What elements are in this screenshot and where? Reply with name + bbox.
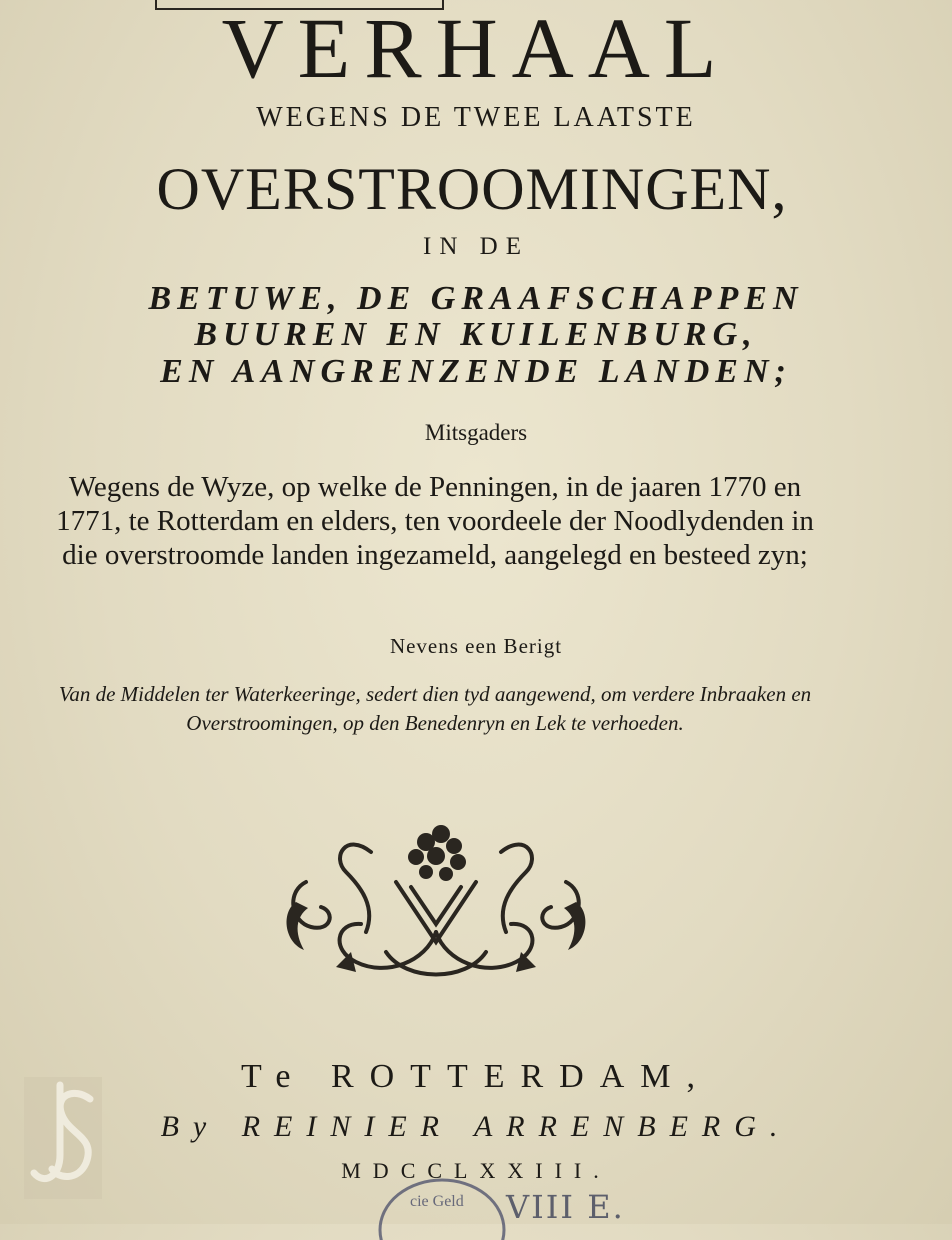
imprint-publisher: By REINIER ARRENBERG. <box>160 1110 792 1143</box>
title-verhaal: VERHAAL <box>221 0 731 96</box>
stamp-text: cie Geld <box>410 1193 464 1210</box>
subtitle-paragraph-waterkeeringe: Van de Middelen ter Waterkeeringe, sedert dien tyd aangewend, om verdere Inbraaken en Overstroomingen, op den Benedenryn en Lek te verhoeden. <box>58 682 812 735</box>
title-aangrenzende-line: EN AANGRENZENDE LANDEN; <box>160 353 792 390</box>
handwriting-text: VIII E. <box>506 1188 625 1226</box>
subtitle-paragraph-penningen: Wegens de Wyze, op welke de Penningen, in de jaaren 1770 en 1771, te Rotterdam en elders, ten voordeele der Noodlydenden in die overstroomde landen ingezameld, aangelegd en besteed zyn; <box>56 471 814 571</box>
subtitle-nevens: Nevens een Berigt <box>389 634 563 658</box>
title-in-de: IN DE <box>423 233 529 260</box>
js-monogram-logo-icon <box>24 1077 102 1199</box>
handwritten-shelfmark <box>506 1188 625 1226</box>
title-betuwe-line: BETUWE, DE GRAAFSCHAPPEN <box>148 280 804 317</box>
title-buuren-line: BUUREN EN KUILENBURG, <box>194 316 758 353</box>
subtitle-mitsgaders: Mitsgaders <box>424 420 528 445</box>
title-wegens-line: WEGENS DE TWEE LAATSTE <box>256 102 696 133</box>
imprint-year: MDCCLXXIII. <box>341 1158 611 1183</box>
title-overstroomingen: OVERSTROOMINGEN, <box>156 156 788 222</box>
printers-ornament-icon <box>276 812 596 990</box>
imprint-place: Te ROTTERDAM, <box>240 1058 712 1095</box>
library-stamp-icon <box>372 1170 512 1240</box>
